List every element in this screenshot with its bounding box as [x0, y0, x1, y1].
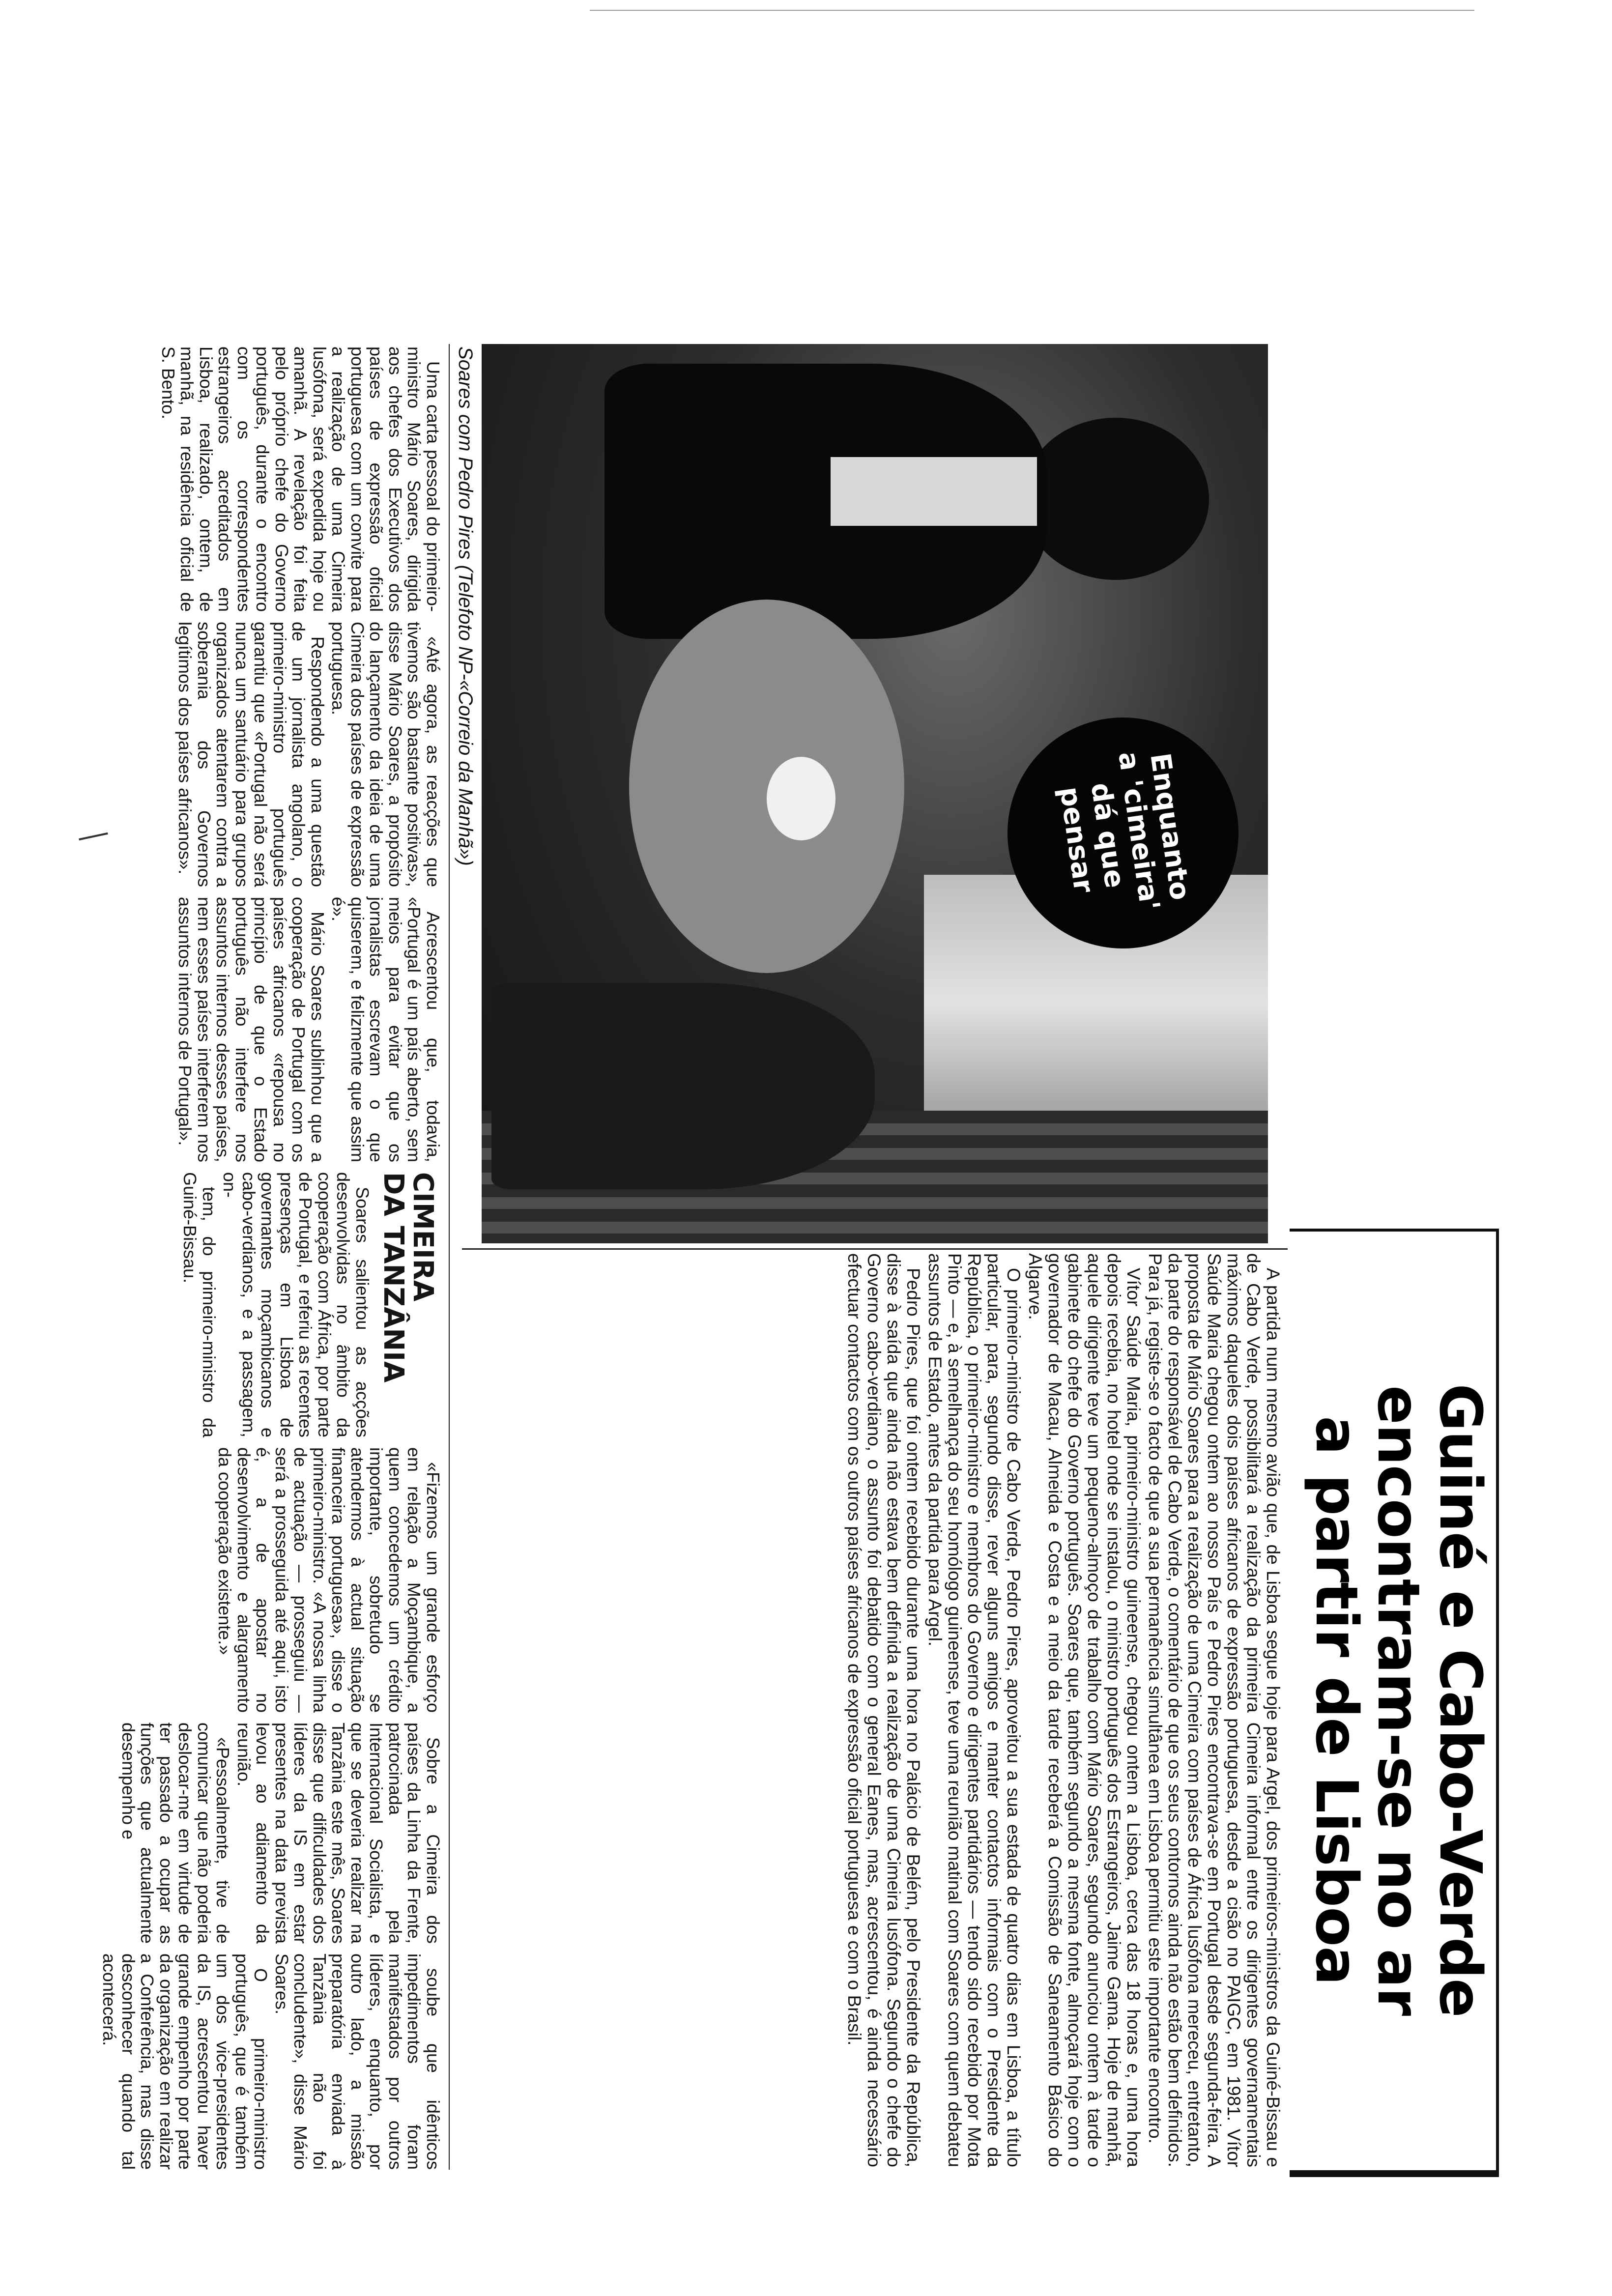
col-group-a-cont2 [143, 897, 442, 1162]
lead-para-1: A partida num mesmo avião que, de Lisboa segue hoje para Argel, dos primeiros-ministros da Guiné-Bissau e de Cabo Verde, possibilitará a realização da primeira Cimeira informal entre os dirigentes governamentais máximos daqueles dois países africanos de expressão portuguesa, desde a cisão no PAIGC, em 1981. Vítor Saúde Maria chegou ontem ao nosso País e Pedro Pires encontrava-se em Portugal desde segunda-feira. A proposta de Mário Soares para a realização de uma Cimeira com países de África lusófona mereceu, entretanto, da parte do responsável de Cabo Verde, o comentário de que os seus contornos ainda não estão bem definidos. Para já, registe-se o facto de que a sua permanência simultânea em Lisboa permitiu este importante encontro. [1145, 1253, 1283, 2167]
col-b-para-1: tem, do primeiro-ministro da Guiné-Bissau. [180, 1172, 219, 1437]
col-a-para-5: Mário Soares sublinhou que a cooperação de Portugal com os países africanos «repousa no princípio de que o Estado português não interfere nos assuntos internos desses países, nem esses países interferem nos assuntos internos de Portugal». [175, 897, 328, 1162]
photo-cup [767, 757, 835, 840]
lead-para-3: O primeiro-ministro de Cabo Verde, Pedro Pires, aproveitou a sua estada de quatro dias em Lisboa, a título particular, para, segundo disse, rever alguns amigos e manter contactos informais com o Presidente da República, o primeiro-ministro e membros do Governo e dirigentes partidários — tendo sido recebido por Mota Pinto — e, à semelhança do seu homólogo guineense, teve uma reunião matinal com Soares com quem debateu assuntos de Estado, antes da partida para Argel. [925, 1253, 1024, 2167]
subhead-cimeira: CIMEIRA DA TANZÂNIA [377, 1172, 439, 1383]
lead-para-4: Pedro Pires, que foi ontem recebido durante uma hora no Palácio de Belém, pelo Presidente da República, disse à saída que ainda não estava bem definida a realização de uma Cimeira lusófona. Segundo o chefe do Governo cabo-verdiano, o assunto foi debatido com o general Eanes, mas, acrescentou, é ainda necessário efectuar contactos com os outros países africanos de expressão oficial portuguesa e com o Brasil. [844, 1253, 923, 2167]
photo-shirt [831, 457, 1037, 526]
photo-caption: Soares com Pedro Pires (Telefoto NP-«Correio da Manhã») [455, 346, 476, 866]
col-c [118, 1722, 443, 1944]
kicker-badge [1008, 718, 1238, 948]
col-a2-para-1: Soares salientou as acções desenvolvidas no âmbito da cooperação com África, por parte de Portugal, e referiu as recentes presenças em Lisboa de governantes moçambicanos e cabo-verdianos, e a passagem, on- [220, 1172, 373, 1437]
col-d [99, 1953, 443, 2170]
col-d-para-1: soube que idênticos impedimentos foram manifestados por outros líderes, enquanto, por outro lado, a missão preparatória enviada à Tanzânia não foi concludente», disse Mário Soares. [272, 1953, 443, 2170]
col-a-para-2: «Até agora, as reacções que tivemos são bastante positivas», disse Mário Soares, a propósito do lançamento da ideia de uma Cimeira dos países de expressão portuguesa. [328, 622, 443, 887]
photo-bottom-rule [449, 344, 450, 2170]
col-a-para-3: Respondendo a uma questão de um jornalista angolano, o primeiro-ministro português garantiu que «Portugal não será nunca um santuário para grupos organizados atentarem contra a soberania dos Governos legítimos dos países africanos». [175, 622, 328, 887]
col-b-para-2: «Fizemos um grande esforço em relação a Moçambique, a quem concedemos um crédito importante, sobretudo se atendermos à actual situação financeira portuguesa», disse o primeiro-ministro. «A nossa linha de actuação — prosseguiu — será a prosseguida até aqui, isto é, a de apostar no desenvolvimento e alargamento da cooperação existente.» [215, 1447, 443, 1713]
col-tanzania [143, 1172, 442, 1437]
kicker-badge-text: Enquanto a 'cimeira' dá que pensar [1053, 749, 1196, 912]
col-group-a [143, 346, 442, 612]
headline: Guiné e Cabo-Verde encontram-se no ar a partir de Lisboa [1303, 1383, 1495, 2017]
lead-column [467, 1253, 1283, 2167]
photo-person-left [1022, 418, 1209, 580]
lead-para-2: Vítor Saúde Maria, primeiro-ministro guineense, chegou ontem a Lisboa, cerca das 18 horas e, uma hora depois recebia, no hotel onde se instalou, o ministro português dos Estrangeiros, Jaime Gama. Hoje de manhã, aquele dirigente teve um pequeno-almoço de trabalho com Mário Soares, segundo anunciou ontem à tarde o gabinete do chefe do Governo português. Soares que, também segundo a mesma fonte, almoçará hoje com o governador de Macau, Almeida e Costa e a meio da tarde receberá a Comissão de Saneamento Básico do Algarve. [1025, 1253, 1144, 2167]
col-c-para-2: «Pessoalmente, tive de comunicar que não poderia deslocar-me em virtude de ter passado a ocupar as funções que actualmente desempenho e [118, 1722, 233, 1944]
scan-mark-top [590, 10, 1474, 11]
col-d-para-2: O primeiro-ministro português, que é também um dos vice-presidentes da IS, acrescentou haver grande empenho por parte da organização em realizar a Conferência, mas disse desconhecer quando tal acontecerá. [99, 1953, 271, 2170]
col-a-para-4: Acrescentou que, todavia, «Portugal é um país aberto, sem meios para evitar que os jornalistas escrevam o que quiserem, e felizmente que assim é». [328, 897, 443, 1162]
col-b-cont [143, 1447, 442, 1713]
column-divider [462, 1248, 1288, 1250]
col-c-para-1: Sobre a Cimeira dos países da Linha da Frente, patrocinada pela Internacional Socialista, e que se deveria realizar na Tanzânia este mês, Soares disse que dificuldades dos líderes da IS em estar presentes na data prevista levou ao adiamento da reunião. [234, 1722, 443, 1944]
photo-person-right [491, 983, 875, 1189]
col-a-para-1: Uma carta pessoal do primeiro-ministro Mário Soares, dirigida aos chefes dos Executivos dos países de expressão oficial portuguesa com um convite para a realização de uma Cimeira lusófona, será expedida hoje ou amanhã. A revelação foi feita pelo próprio chefe do Governo português, durante o encontro com os correspondentes estrangeiros acreditados em Lisboa, realizado, ontem, de manhã, na residência oficial de S. Bento. [158, 346, 443, 612]
col-group-a-cont [143, 622, 442, 887]
photo-table [629, 600, 904, 973]
